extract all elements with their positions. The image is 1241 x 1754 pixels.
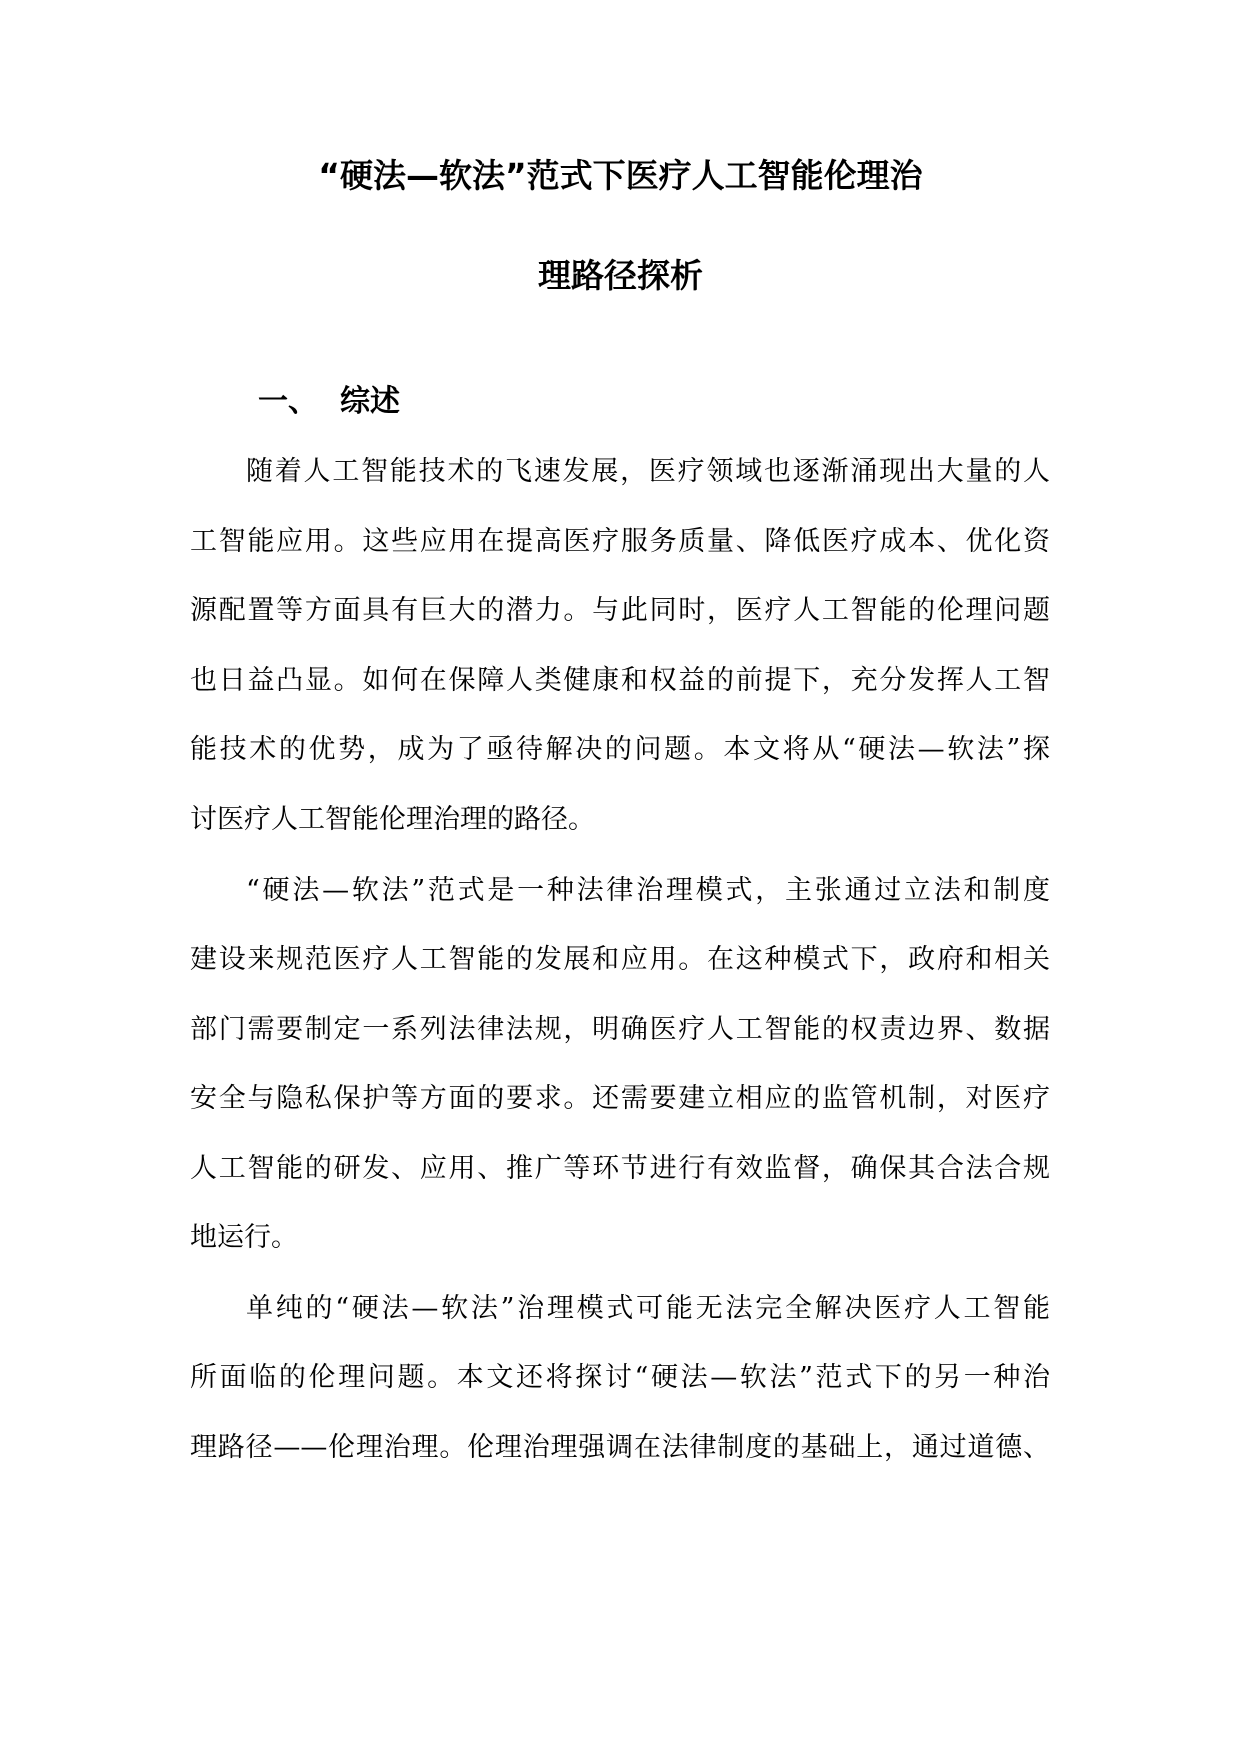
paragraph-1-line-1: 随着人工智能技术的飞速发展，医疗领域也逐渐涌现出大量的人: [246, 456, 1050, 487]
paragraph-2-line-6: 地运行。: [190, 1222, 298, 1253]
paragraph-1-line-6: 讨医疗人工智能伦理治理的路径。: [190, 804, 595, 835]
paragraph-2-line-1: “硬法—软法”范式是一种法律治理模式，主张通过立法和制度: [246, 875, 1050, 906]
paragraph-1-line-2: 工智能应用。这些应用在提高医疗服务质量、降低医疗成本、优化资: [190, 526, 1050, 557]
section-title: 综述: [340, 384, 400, 419]
paragraph-2-line-2: 建设来规范医疗人工智能的发展和应用。在这种模式下，政府和相关: [190, 944, 1050, 975]
paragraph-2-line-5: 人工智能的研发、应用、推广等环节进行有效监督，确保其合法合规: [190, 1153, 1050, 1184]
paragraph-3-line-1: 单纯的“硬法—软法”治理模式可能无法完全解决医疗人工智能: [246, 1293, 1050, 1324]
paragraph-2-line-4: 安全与隐私保护等方面的要求。还需要建立相应的监管机制，对医疗: [190, 1083, 1050, 1114]
document-title-line-2: 理路径探析: [538, 256, 703, 295]
paragraph-3-line-2: 所面临的伦理问题。本文还将探讨“硬法—软法”范式下的另一种治: [190, 1362, 1050, 1393]
section-heading: [258, 382, 400, 422]
document-title-line-1: “硬法—软法”范式下医疗人工智能伦理治: [318, 156, 923, 195]
paragraph-1-line-5: 能技术的优势，成为了亟待解决的问题。本文将从“硬法—软法”探: [190, 734, 1050, 765]
section-number: 一、: [258, 384, 318, 419]
paragraph-3-line-3: 理路径——伦理治理。伦理治理强调在法律制度的基础上，通过道德、: [190, 1432, 1050, 1463]
paragraph-1-line-3: 源配置等方面具有巨大的潜力。与此同时，医疗人工智能的伦理问题: [190, 595, 1050, 626]
paragraph-1-line-4: 也日益凸显。如何在保障人类健康和权益的前提下，充分发挥人工智: [190, 665, 1050, 696]
paragraph-2-line-3: 部门需要制定一系列法律法规，明确医疗人工智能的权责边界、数据: [190, 1014, 1050, 1045]
